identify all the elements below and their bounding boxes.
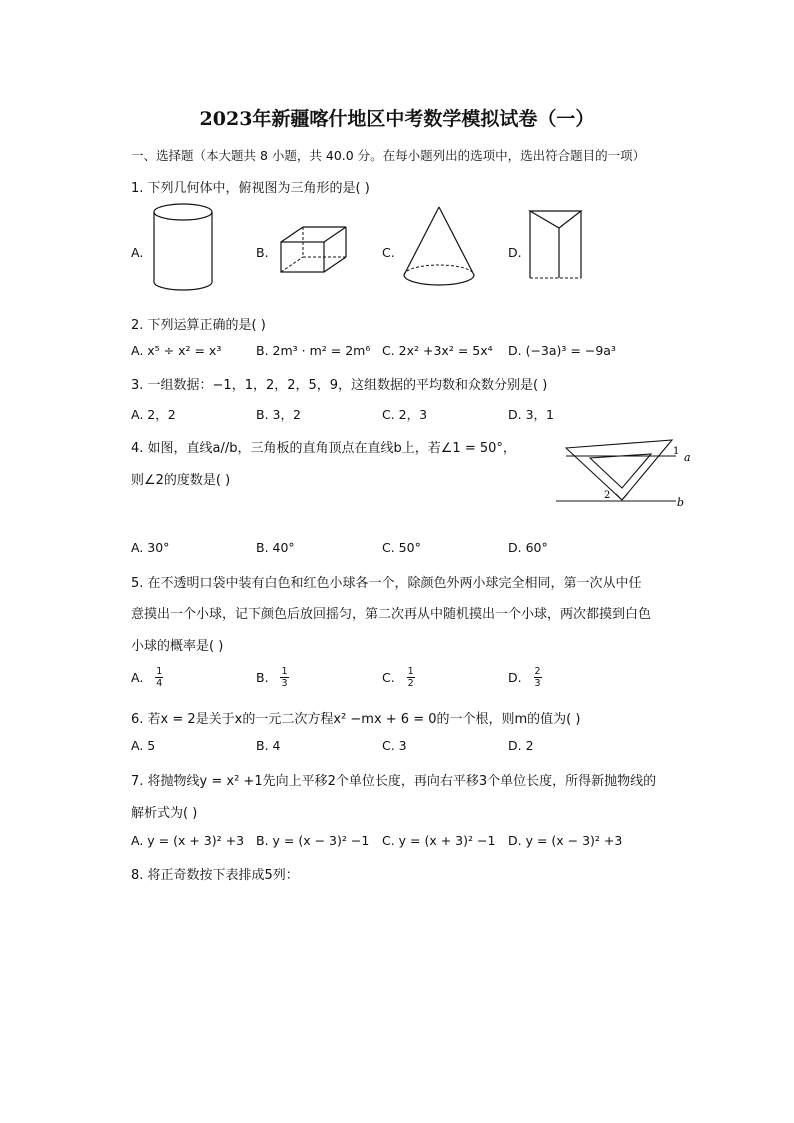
q6-option-b: B. 4 <box>256 738 281 753</box>
q6-option-a: A. 5 <box>131 738 156 753</box>
q1-label-c: C. <box>382 245 395 260</box>
q5-option-a: A. $\frac{1}{4}$ <box>131 666 163 689</box>
q2-option-b: B. 2m³ · m² = 2m⁶ <box>256 343 371 358</box>
q4-option-a: A. 30° <box>131 540 170 555</box>
question-3: 3. 一组数据：−1，1，2，2，5，9，这组数据的平均数和众数分别是( ) <box>131 378 548 393</box>
q6-option-c: C. 3 <box>382 738 407 753</box>
q1-label-d: D. <box>508 245 522 260</box>
q7-option-a: A. y = (x + 3)² +3 <box>131 833 245 848</box>
q1-label-a: A. <box>131 245 144 260</box>
q7-option-d: D. y = (x − 3)² +3 <box>508 833 623 848</box>
question-4-line-2: 则∠2的度数是( ) <box>131 473 231 488</box>
line-b-label: b <box>677 496 685 509</box>
q3-option-b: B. 3，2 <box>256 407 301 422</box>
cuboid-figure <box>275 222 355 282</box>
parallel-lines-triangle-figure <box>556 436 696 514</box>
q5-option-d: D. $\frac{2}{3}$ <box>508 666 541 689</box>
question-2: 2. 下列运算正确的是( ) <box>131 318 266 333</box>
question-7-line-1: 7. 将抛物线y = x² +1先向上平移2个单位长度，再向右平移3个单位长度，所得新抛物线的 <box>131 774 657 789</box>
q2-option-c: C. 2x² +3x² = 5x⁴ <box>382 343 493 358</box>
q2-option-a: A. x⁵ ÷ x² = x³ <box>131 343 222 358</box>
question-5-line-2: 意摸出一个小球，记下颜色后放回摇匀，第二次再从中随机摸出一个小球，两次都摸到白色 <box>131 607 652 622</box>
page-title: 2023年新疆喀什地区中考数学模拟试卷（一） <box>199 108 595 130</box>
triangular-prism-figure <box>525 206 595 288</box>
question-8: 8. 将正奇数按下表排成5列： <box>131 868 299 883</box>
question-5-line-3: 小球的概率是( ) <box>131 639 224 654</box>
angle-1-label: 1 <box>673 446 680 457</box>
q7-option-c: C. y = (x + 3)² −1 <box>382 833 496 848</box>
q3-option-c: C. 2，3 <box>382 407 428 422</box>
cylinder-figure <box>145 200 225 295</box>
question-5-line-1: 5. 在不透明口袋中装有白色和红色小球各一个，除颜色外两小球完全相同，第一次从中任 <box>131 576 642 591</box>
question-4-line-1: 4. 如图，直线a//b，三角板的直角顶点在直线b上，若∠1 = 50°， <box>131 441 516 456</box>
question-7-line-2: 解析式为( ) <box>131 806 198 821</box>
cone-figure <box>398 203 488 293</box>
q1-label-b: B. <box>256 245 269 260</box>
q7-option-b: B. y = (x − 3)² −1 <box>256 833 370 848</box>
q4-option-b: B. 40° <box>256 540 295 555</box>
q4-option-d: D. 60° <box>508 540 548 555</box>
fraction: $\frac{1}{2}$ <box>407 666 414 689</box>
q3-option-a: A. 2，2 <box>131 407 176 422</box>
q4-option-c: C. 50° <box>382 540 421 555</box>
q5-option-b: B. $\frac{1}{3}$ <box>256 666 288 689</box>
angle-2-label: 2 <box>604 490 611 501</box>
q5-option-c: C. $\frac{1}{2}$ <box>382 666 414 689</box>
question-6: 6. 若x = 2是关于x的一元二次方程x² −mx + 6 = 0的一个根，则m的值为( ) <box>131 712 581 727</box>
line-a-label: a <box>684 451 691 464</box>
fraction: $\frac{1}{4}$ <box>156 666 163 689</box>
q3-option-d: D. 3，1 <box>508 407 554 422</box>
fraction: $\frac{2}{3}$ <box>534 666 541 689</box>
fraction: $\frac{1}{3}$ <box>281 666 288 689</box>
question-1: 1. 下列几何体中，俯视图为三角形的是( ) <box>131 181 370 196</box>
section-header: 一、选择题（本大题共 8 小题，共 40.0 分。在每小题列出的选项中，选出符合题目的一项） <box>131 148 646 163</box>
q6-option-d: D. 2 <box>508 738 534 753</box>
q2-option-d: D. (−3a)³ = −9a³ <box>508 343 616 358</box>
